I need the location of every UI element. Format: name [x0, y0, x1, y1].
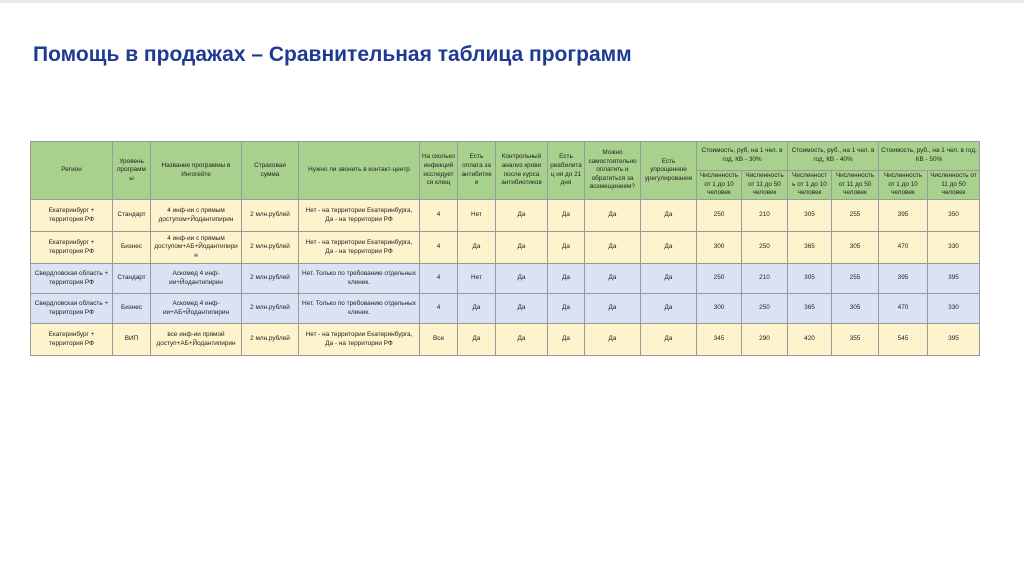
cell-selfpay: Да: [585, 264, 641, 294]
cell-call: Нет. Только по требованию отдельных клиник.: [299, 264, 420, 294]
cell-price: 255: [832, 200, 879, 232]
header-count-11-50: Численность от 11 до 50 человек: [742, 171, 788, 200]
header-antibiotic-payment: Есть оплата за антибитик и: [458, 142, 496, 200]
cell-price: 395: [928, 264, 980, 294]
cell-infections: Все: [420, 324, 458, 356]
cell-price: 305: [788, 200, 832, 232]
cell-call: Нет - на территории Екатеринбурга, Да - на территории РФ: [299, 324, 420, 356]
cell-level: Стандарт: [113, 200, 151, 232]
header-count-1-10: Численност ь от 1 до 10 человек: [788, 171, 832, 200]
cell-price: 420: [788, 324, 832, 356]
cell-region: Свердловская область + территория РФ: [31, 264, 113, 294]
header-simplified: Есть упрощенное урегулирование: [641, 142, 697, 200]
cell-price: 305: [788, 264, 832, 294]
cell-price: 470: [879, 294, 928, 324]
cell-price: 210: [742, 200, 788, 232]
header-region: Регион: [31, 142, 113, 200]
cell-region: Екатеринбург + территория РФ: [31, 324, 113, 356]
cell-simplified: Да: [641, 324, 697, 356]
header-price-40: Стоимость, руб., на 1 чел. в год, КВ - 40%: [788, 142, 879, 171]
cell-blood: Да: [496, 200, 548, 232]
cell-simplified: Да: [641, 294, 697, 324]
cell-simplified: Да: [641, 264, 697, 294]
cell-price: 330: [928, 232, 980, 264]
cell-selfpay: Да: [585, 324, 641, 356]
cell-antibiotic: Да: [458, 324, 496, 356]
header-call-center: Нужно ли звонить в контакт-центр: [299, 142, 420, 200]
cell-level: Стандарт: [113, 264, 151, 294]
cell-price: 250: [697, 264, 742, 294]
header-insured-sum: Страховая сумма: [242, 142, 299, 200]
header-rehab: Есть реабилитац ия до 21 дня: [548, 142, 585, 200]
header-blood-test: Контрольный анализ крови после курса антибиотиков: [496, 142, 548, 200]
cell-level: Бизнес: [113, 232, 151, 264]
cell-selfpay: Да: [585, 294, 641, 324]
cell-price: 300: [697, 232, 742, 264]
cell-antibiotic: Нет: [458, 264, 496, 294]
header-count-11-50: Численность от 11 до 50 человек: [928, 171, 980, 200]
cell-rehab: Да: [548, 232, 585, 264]
cell-simplified: Да: [641, 200, 697, 232]
cell-price: 395: [879, 200, 928, 232]
cell-simplified: Да: [641, 232, 697, 264]
cell-rehab: Да: [548, 200, 585, 232]
cell-price: 365: [788, 294, 832, 324]
cell-price: 305: [832, 294, 879, 324]
cell-rehab: Да: [548, 294, 585, 324]
cell-blood: Да: [496, 324, 548, 356]
header-price-50: Стоимость, руб., на 1 чел. в год, КВ - 50%: [879, 142, 980, 171]
cell-sum: 2 млн.рублей: [242, 200, 299, 232]
cell-price: 290: [742, 324, 788, 356]
page-title: Помощь в продажах – Сравнительная таблица программ: [33, 43, 632, 66]
cell-price: 250: [697, 200, 742, 232]
cell-antibiotic: Да: [458, 232, 496, 264]
cell-infections: 4: [420, 200, 458, 232]
header-self-pay: Можно самостоятельно оплатить и обратиться за возмещением?: [585, 142, 641, 200]
header-level: Уровень программы: [113, 142, 151, 200]
cell-level: Бизнес: [113, 294, 151, 324]
cell-price: 345: [697, 324, 742, 356]
cell-price: 365: [788, 232, 832, 264]
comparison-table: [30, 141, 980, 356]
cell-price: 210: [742, 264, 788, 294]
cell-call: Нет - на территории Екатеринбурга, Да - на территории РФ: [299, 232, 420, 264]
cell-call: Нет. Только по требованию отдельных клиник.: [299, 294, 420, 324]
cell-program: Аскомед 4 инф-ии+Йодантипирин: [151, 264, 242, 294]
cell-blood: Да: [496, 264, 548, 294]
cell-region: Свердловская область + территория РФ: [31, 294, 113, 324]
table-row: [31, 200, 980, 232]
cell-price: 250: [742, 232, 788, 264]
table-row: [31, 232, 980, 264]
cell-program: 4 инф-ии с прямым доступом+АБ+Йодантипири н: [151, 232, 242, 264]
cell-price: 330: [928, 294, 980, 324]
header-count-11-50: Численность от 11 до 50 человек: [832, 171, 879, 200]
cell-price: 395: [928, 324, 980, 356]
cell-price: 470: [879, 232, 928, 264]
cell-antibiotic: Нет: [458, 200, 496, 232]
header-count-1-10: Численность от 1 до 10 человек: [879, 171, 928, 200]
cell-price: 305: [832, 232, 879, 264]
cell-price: 255: [832, 264, 879, 294]
cell-region: Екатеринбург + территория РФ: [31, 232, 113, 264]
cell-level: ВИП: [113, 324, 151, 356]
cell-price: 355: [832, 324, 879, 356]
header-price-30: Стоимость, руб, на 1 чел. в год, КВ - 30%: [697, 142, 788, 171]
table-row: [31, 294, 980, 324]
cell-price: 395: [879, 264, 928, 294]
cell-antibiotic: Да: [458, 294, 496, 324]
cell-rehab: Да: [548, 264, 585, 294]
cell-blood: Да: [496, 294, 548, 324]
cell-price: 300: [697, 294, 742, 324]
header-program-name: Название программы в Ингогейте: [151, 142, 242, 200]
cell-infections: 4: [420, 294, 458, 324]
table-row: [31, 324, 980, 356]
cell-selfpay: Да: [585, 232, 641, 264]
cell-price: 250: [742, 294, 788, 324]
cell-blood: Да: [496, 232, 548, 264]
header-infections: На сколько инфекций исследуется клещ: [420, 142, 458, 200]
cell-price: 350: [928, 200, 980, 232]
cell-program: все инф-ии прямой доступ+АБ+Йодантипирин: [151, 324, 242, 356]
cell-program: 4 инф-ии с прямым доступом+Йодантипирин: [151, 200, 242, 232]
cell-selfpay: Да: [585, 200, 641, 232]
cell-sum: 2 млн.рублей: [242, 232, 299, 264]
header-count-1-10: Численность от 1 до 10 человек: [697, 171, 742, 200]
table-row: [31, 264, 980, 294]
top-divider: [0, 0, 1024, 3]
cell-infections: 4: [420, 232, 458, 264]
cell-rehab: Да: [548, 324, 585, 356]
cell-program: Аскомед 4 инф-ии+АБ+Йодантипирин: [151, 294, 242, 324]
cell-sum: 2 млн.рублей: [242, 294, 299, 324]
cell-price: 545: [879, 324, 928, 356]
cell-infections: 4: [420, 264, 458, 294]
cell-sum: 2 млн.рублей: [242, 264, 299, 294]
cell-call: Нет - на территории Екатеринбурга, Да - на территории РФ: [299, 200, 420, 232]
cell-region: Екатеринбург + территория РФ: [31, 200, 113, 232]
cell-sum: 2 млн.рублей: [242, 324, 299, 356]
